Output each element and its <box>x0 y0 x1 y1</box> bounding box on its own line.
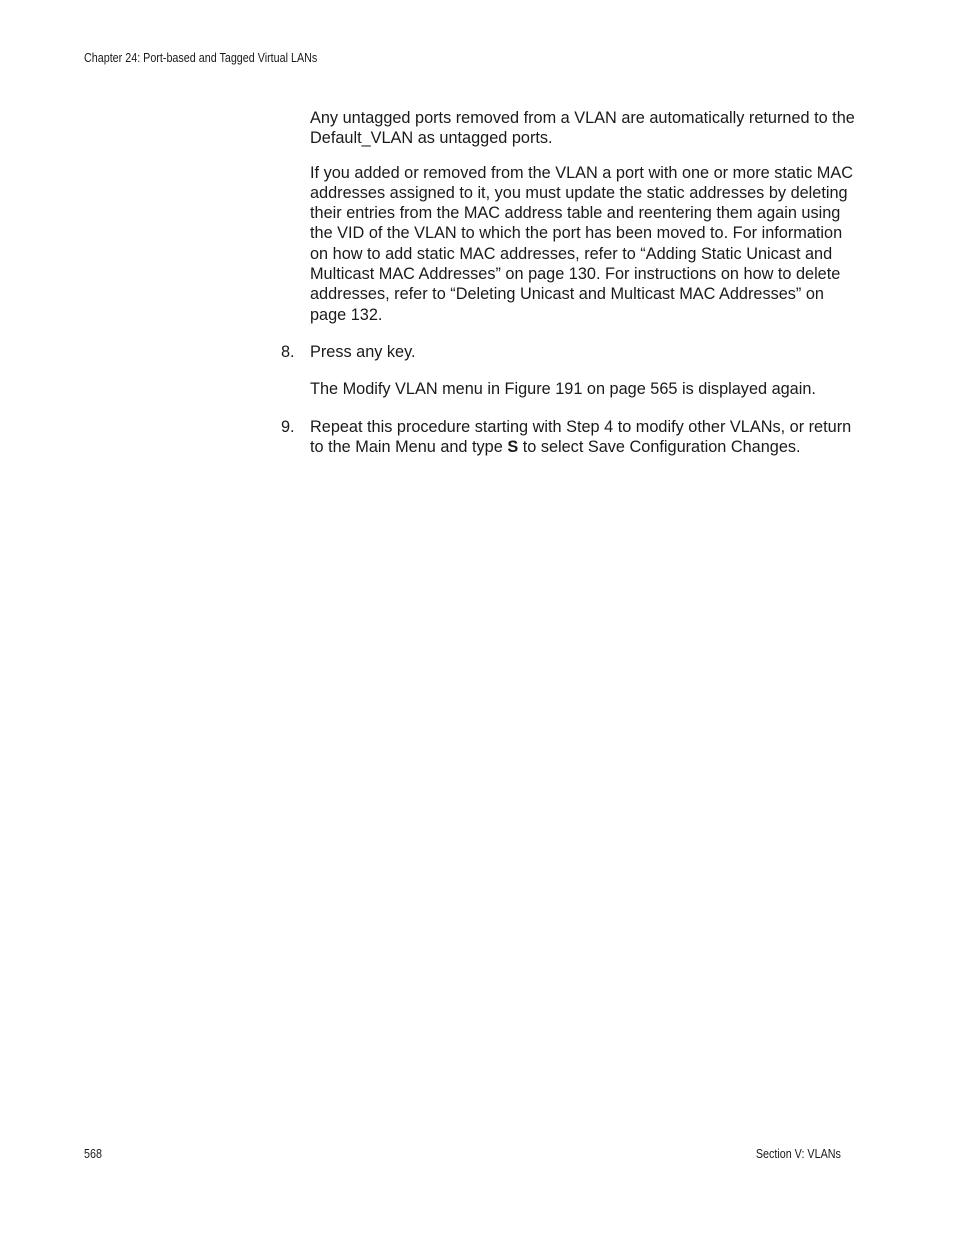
step-9-text-after: to select Save Configuration Changes. <box>518 437 801 456</box>
page-number: 568 <box>84 1147 102 1161</box>
page-content <box>281 108 855 457</box>
section-title: Section V: VLANs <box>755 1147 841 1161</box>
step-9-text-before: Repeat this procedure starting with Step 4 to modify other VLANs, or return to the Main Menu and type <box>310 417 852 456</box>
running-header: Chapter 24: Port-based and Tagged Virtual LANs <box>84 51 318 65</box>
save-key: S <box>507 437 519 456</box>
step-8-text: Press any key. <box>310 342 416 361</box>
step-9-text <box>310 417 855 458</box>
step-8-result: The Modify VLAN menu in Figure 191 on page 565 is displayed again. <box>310 380 816 399</box>
paragraph-static-mac: If you added or removed from the VLAN a port with one or more static MAC addresses assigned to it, you must update the static addresses by deleting their entries from the MAC address table and reentering them again using the VID of the VLAN to which the port has been moved to. For information on how to add static MAC addresses, refer to “Adding Static Unicast and Multicast MAC Addresses” on page 130. For instructions on how to delete addresses, refer to “Deleting Unicast and Multicast MAC Addresses” on page 132. <box>310 163 853 324</box>
step-8-number: 8. <box>281 342 295 361</box>
paragraph-untagged-ports: Any untagged ports removed from a VLAN are automatically returned to the Default_VLAN as untagged ports. <box>310 109 855 148</box>
step-9-number: 9. <box>281 417 295 436</box>
step-8 <box>281 342 855 400</box>
step-9 <box>281 417 855 458</box>
